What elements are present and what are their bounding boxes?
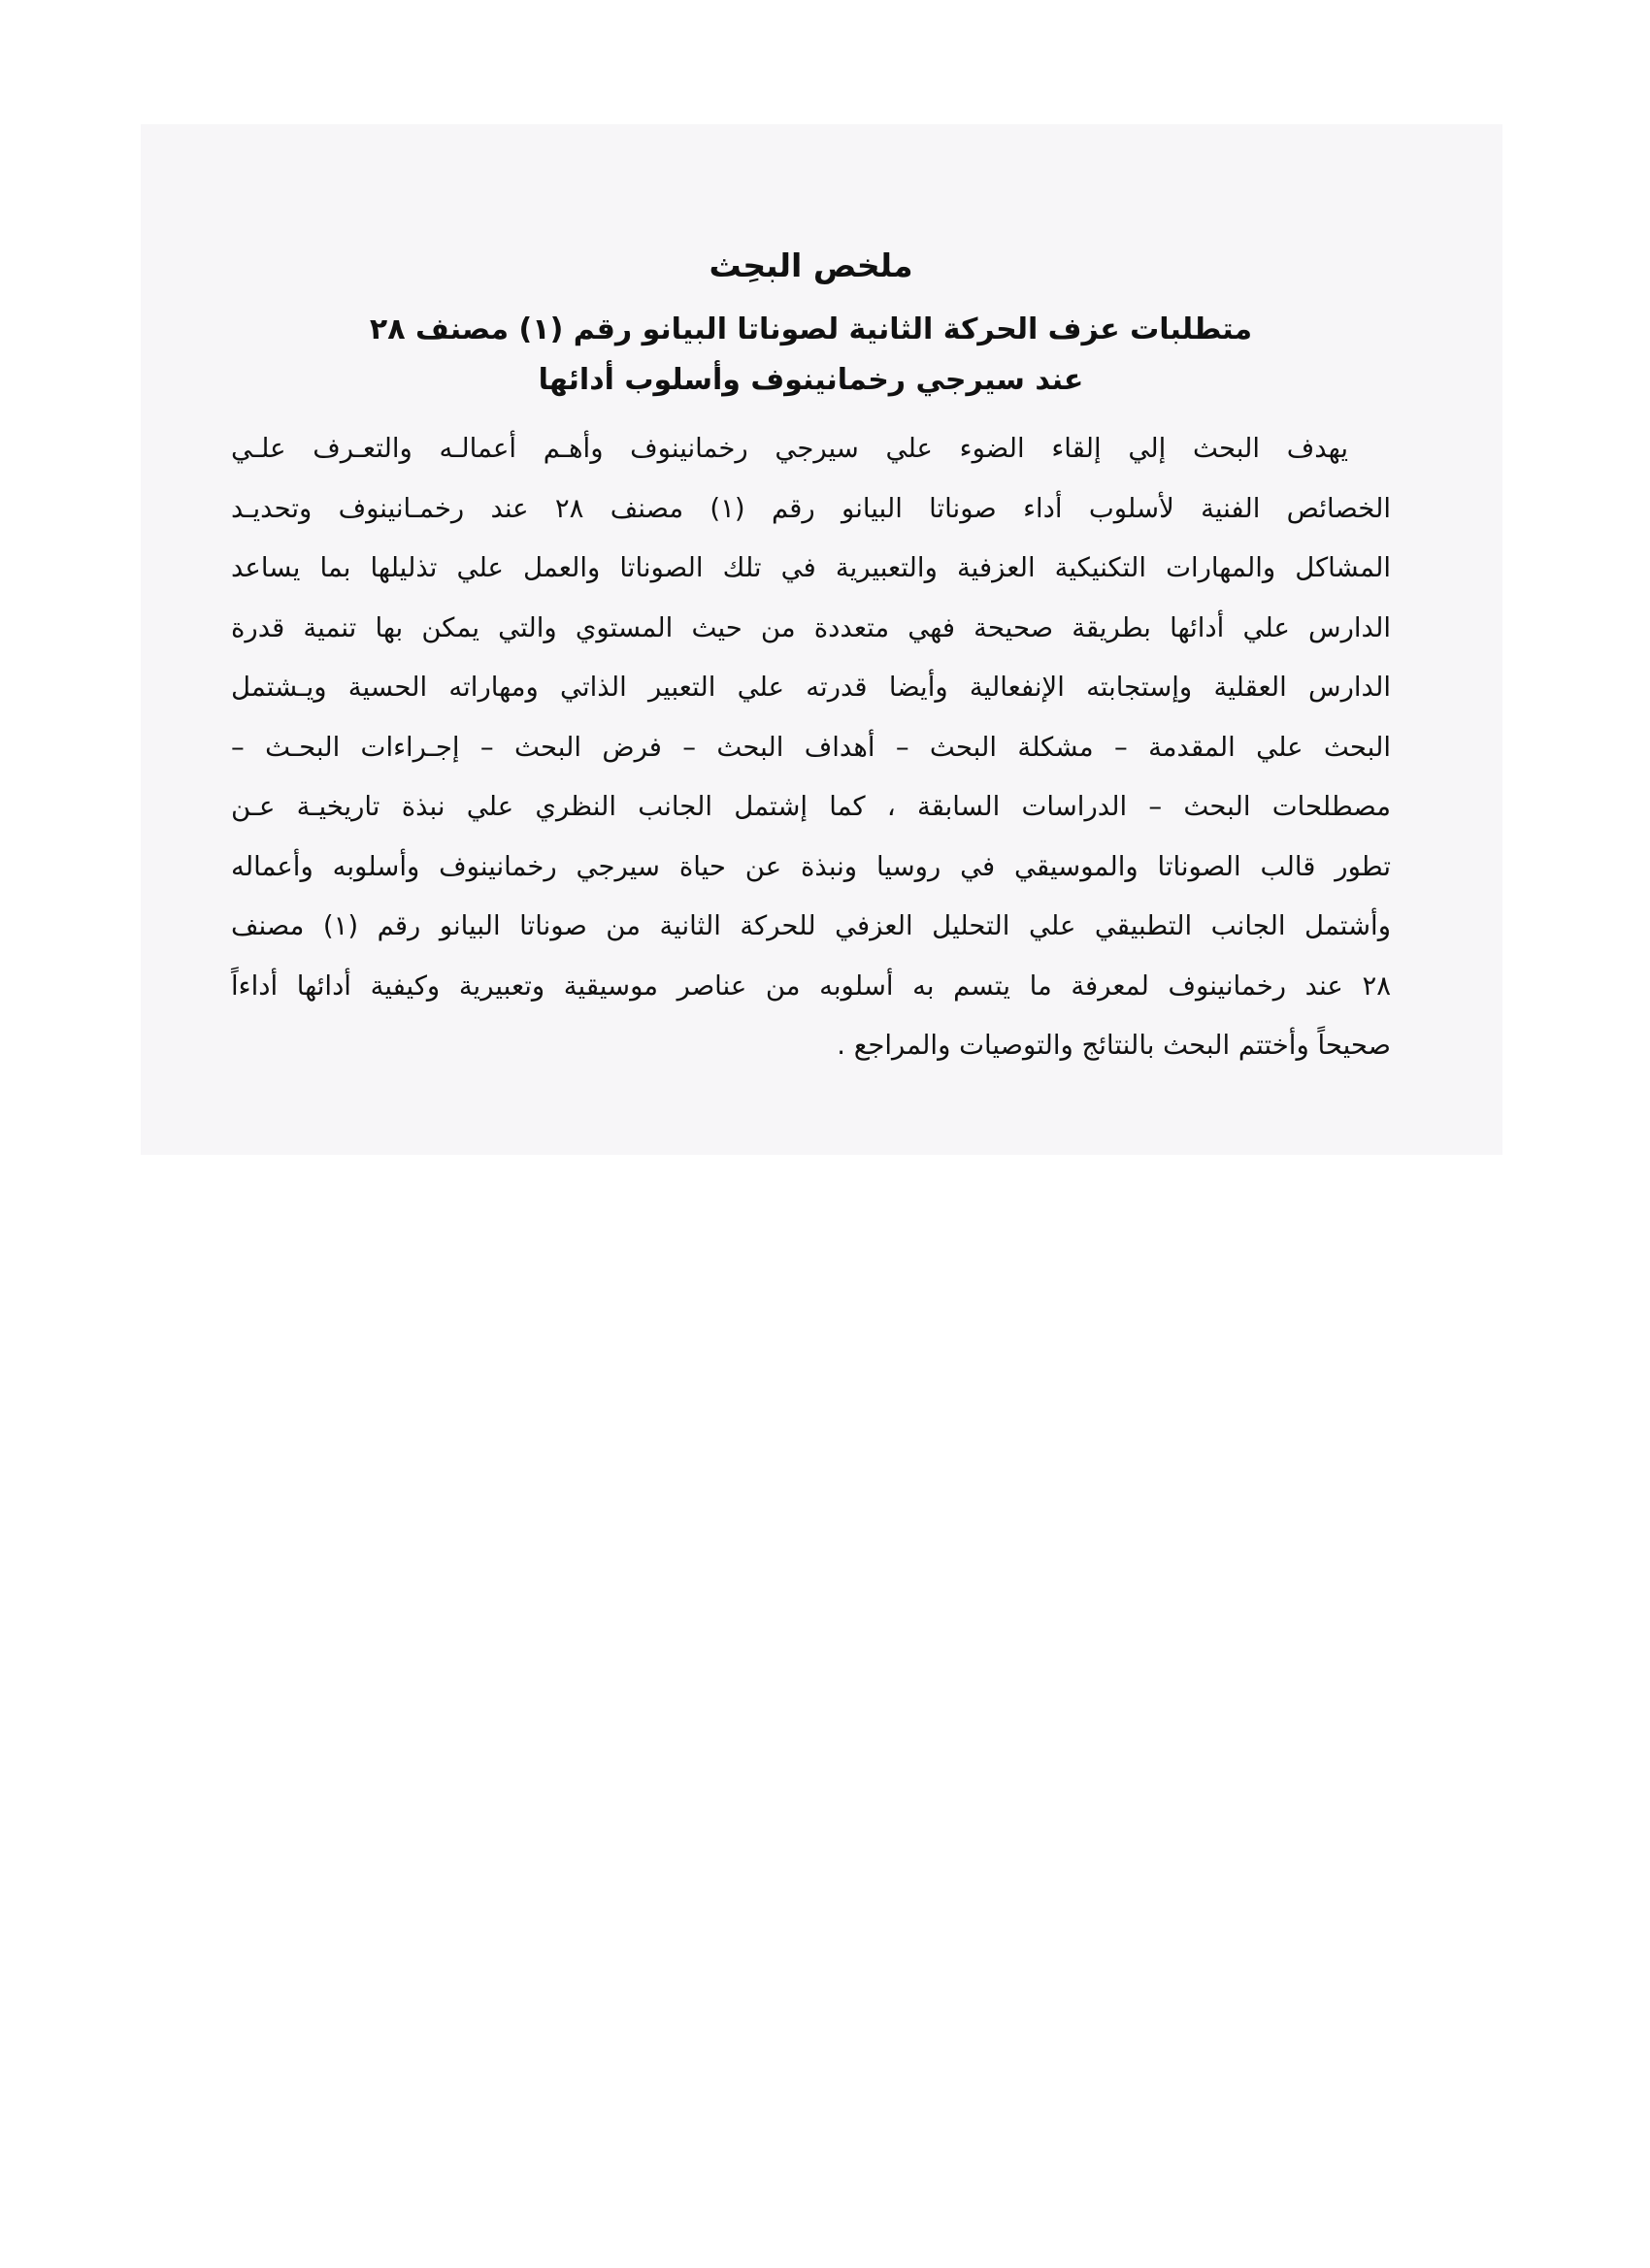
body-line: الدارس العقلية وإستجابته الإنفعالية وأيضا قدرته علي التعبير الذاتي ومهاراته الحسية ويـشتمل	[231, 672, 1391, 703]
body-line: يهدف البحث إلي إلقاء الضوء علي سيرجي رخمانينوف وأهـم أعمالـه والتعـرف علـي	[231, 433, 1348, 464]
body-line: صحيحاً وأختتم البحث بالنتائج والتوصيات والمراجع .	[837, 1030, 1391, 1061]
body-line: الخصائص الفنية لأسلوب أداء صوناتا البيانو رقم (١) مصنف ٢٨ عند رخمـانينوف وتحديـد	[231, 492, 1391, 524]
research-title-line-1: متطلبات عزف الحركة الثانية لصوناتا البيانو رقم (١) مصنف ٢٨	[369, 312, 1253, 346]
body-line: الدارس علي أدائها بطريقة صحيحة فهي متعددة من حيث المستوي والتي يمكن بها تنمية قدرة	[231, 611, 1391, 643]
abstract-title: ملخص البحِث	[709, 247, 913, 284]
research-title-line-2: عند سيرجي رخمانينوف وأسلوب أدائها	[538, 363, 1084, 397]
body-line: وأشتمل الجانب التطبيقي علي التحليل العزفي للحركة الثانية من صوناتا البيانو رقم (١) مصنف	[231, 910, 1391, 941]
body-line: المشاكل والمهارات التكنيكية العزفية والتعبيرية في تلك الصوناتا والعمل علي تذليلها بما يساعد	[231, 552, 1391, 583]
body-line: تطور قالب الصوناتا والموسيقي في روسيا ونبذة عن حياة سيرجي رخمانينوف وأسلوبه وأعماله	[231, 850, 1391, 882]
body-line: البحث علي المقدمة – مشكلة البحث – أهداف البحث – فرض البحث – إجـراءات البحـث –	[231, 731, 1391, 763]
body-line: ٢٨ عند رخمانينوف لمعرفة ما يتسم به أسلوبه من عناصر موسيقية وتعبيرية وكيفية أدائها أداءاً	[231, 970, 1391, 1002]
abstract-content	[231, 243, 1391, 1076]
body-line: مصطلحات البحث – الدراسات السابقة ، كما إشتمل الجانب النظري علي نبذة تاريخيـة عـن	[231, 791, 1391, 822]
abstract-body	[231, 419, 1391, 1076]
